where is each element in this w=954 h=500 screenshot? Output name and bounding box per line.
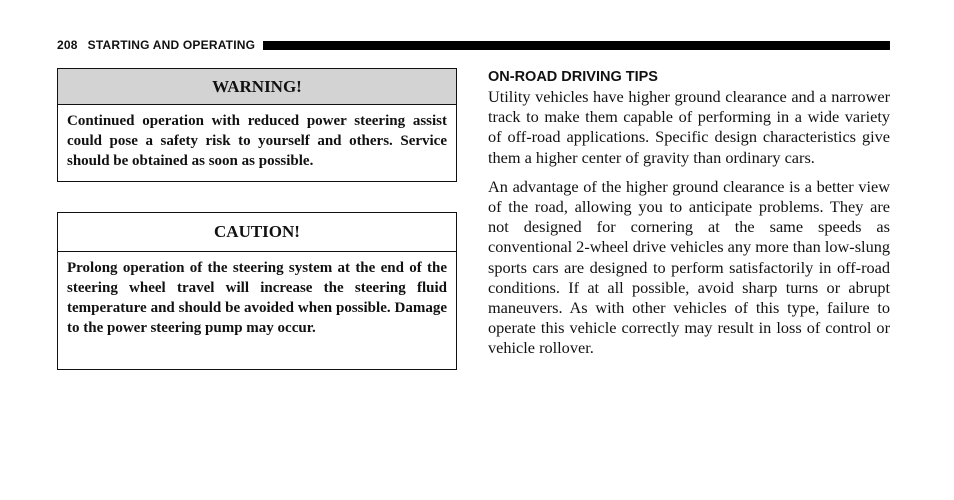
on-road-section: [488, 67, 890, 359]
caution-box: [57, 212, 457, 370]
section-title: STARTING AND OPERATING: [87, 38, 256, 52]
header-rule: [263, 41, 890, 50]
on-road-paragraph-1: Utility vehicles have higher ground clearance and a narrower track to make them capable of performing in a wide variety of off-road applications. Specific design characteristics give them a higher center of gravity than ordinary cars.: [488, 87, 890, 167]
warning-box: [57, 68, 457, 182]
on-road-heading: ON-ROAD DRIVING TIPS: [488, 69, 658, 85]
page-header: [57, 37, 890, 53]
warning-title: WARNING!: [58, 69, 456, 105]
caution-text: Prolong operation of the steering system at the end of the steering wheel travel will increase the steering fluid temperature and should be avoided when possible. Damage to the power steering pump may occur.: [67, 260, 447, 336]
warning-text: Continued operation with reduced power steering assist could pose a safety risk to yourself and others. Service should be obtained as soon as possible.: [67, 113, 447, 169]
page-number: 208: [57, 38, 78, 52]
on-road-paragraph-2: An advantage of the higher ground clearance is a better view of the road, allowing you to anticipate problems. They are not designed for cornering at the same speeds as conventional 2-wheel drive vehicles any more than low-slung sports cars are designed to perform satisfactorily in off-road conditions. If at all possible, avoid sharp turns or abrupt maneuvers. As with other vehicles of this type, failure to operate this vehicle correctly may result in loss of control or vehicle rollover.: [488, 176, 890, 358]
caution-title: CAUTION!: [58, 213, 456, 252]
